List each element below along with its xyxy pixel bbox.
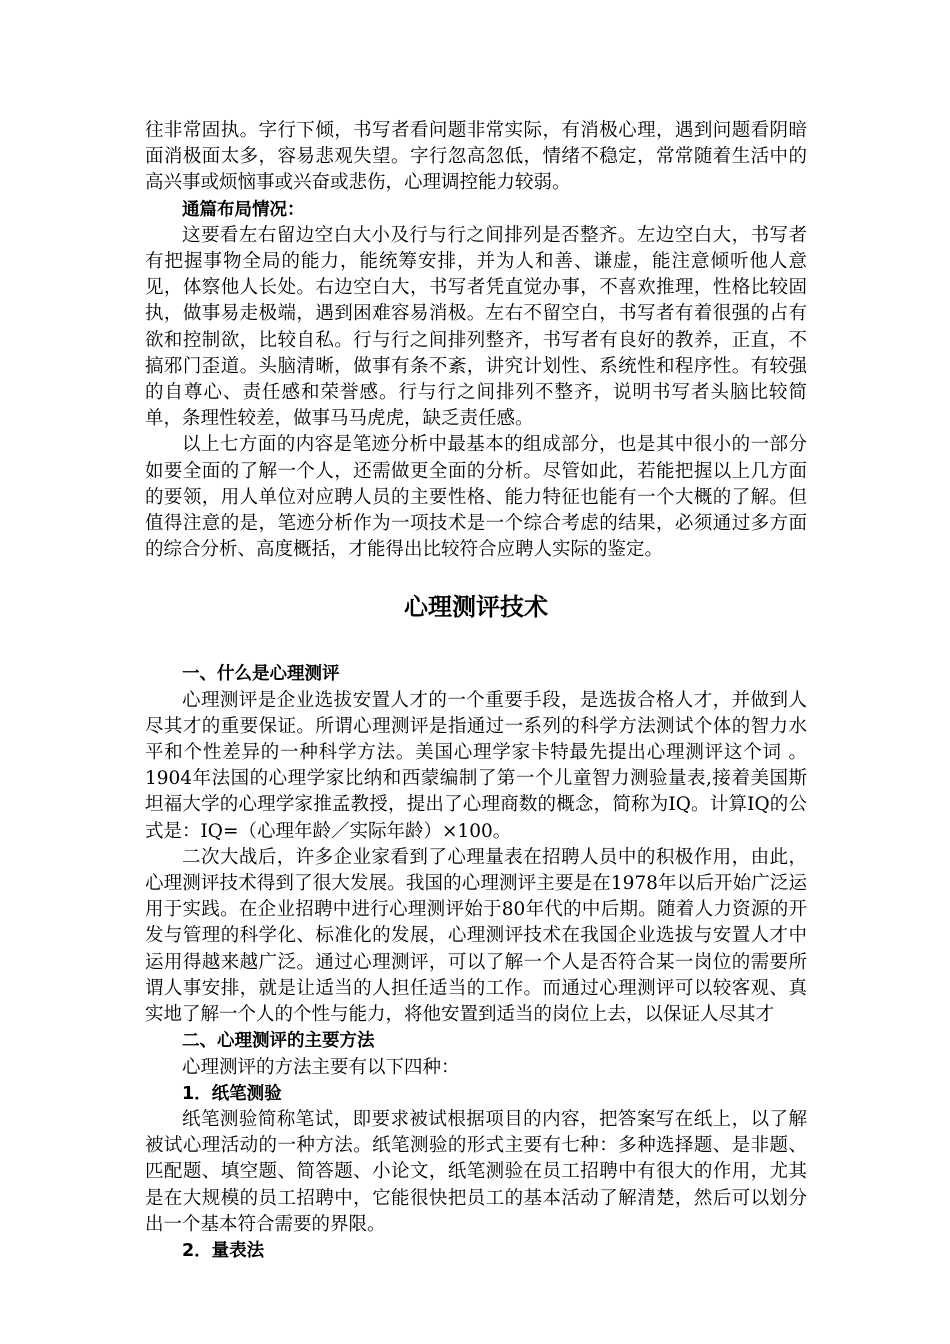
- definition-paragraph: 心理测评是企业选拔安置人才的一个重要手段，是选拔合格人才，并做到人尽其才的重要保证。所谓心理测评是指通过一系列的科学方法测试个体的智力水平和个性差异的一种科学方法。美国心理学家卡特最先提出心理测评这个词 。1904年法国的心理学家比纳和西蒙编制了第一个儿童智力测验量表,接着美国斯坦福大学的心理学家推孟教授，提出了心理商数的概念，简称为IQ。计算IQ的公式是：IQ=（心理年龄／实际年龄）×100。: [145, 689, 807, 842]
- paper-test-paragraph: 纸笔测验简称笔试，即要求被试根据项目的内容，把答案写在纸上，以了解被试心理活动的一种方法。纸笔测验的形式主要有七种：多种选择题、是非题、匹配题、填空题、简答题、小论文，纸笔测验在员工招聘中有很大的作用，尤其是在大规模的员工招聘中，它能很快把员工的基本活动了解清楚，然后可以划分出一个基本符合需要的界限。: [145, 1108, 807, 1235]
- history-paragraph: 二次大战后，许多企业家看到了心理量表在招聘人员中的积极作用，由此，心理测评技术得到了很大发展。我国的心理测评主要是在1978年以后开始广泛运用于实践。在企业招聘中进行心理测评始于80年代的中后期。随着人力资源的开发与管理的科学化、标准化的发展，心理测评技术在我国企业选拔与安置人才中运用得越来越广泛。通过心理测评，可以了解一个人是否符合某一岗位的需要所谓人事安排，就是让适当的人担任适当的工作。而通过心理测评可以较客观、真实地了解一个人的个性与能力，将他安置到适当的岗位上去，以保证人尽其才: [145, 846, 807, 1026]
- heading-what-is: 一、什么是心理测评: [182, 664, 340, 685]
- layout-heading: 通篇布局情况：: [182, 199, 305, 220]
- handwriting-trend-paragraph: 往非常固执。字行下倾，书写者看问题非常实际，有消极心理，遇到问题看阴暗面消极面太多，容易悲观失望。字行忽高忽低，情绪不稳定，常常随着生活中的高兴事或烦恼事或兴奋或悲伤，心理调控能力较弱。: [145, 120, 807, 194]
- section-title: 心理测评技术: [404, 593, 548, 622]
- heading-main-methods: 二、心理测评的主要方法: [182, 1031, 375, 1052]
- summary-paragraph: 以上七方面的内容是笔迹分析中最基本的组成部分，也是其中很小的一部分如要全面的了解一个人，还需做更全面的分析。尽管如此，若能把握以上几方面的要领，用人单位对应聘人员的主要性格、能力特征也能有一个大概的了解。但值得注意的是，笔迹分析作为一项技术是一个综合考虑的结果，必须通过多方面的综合分析、高度概括，才能得出比较符合应聘人实际的鉴定。: [145, 434, 807, 561]
- heading-paper-test: 1．纸笔测验: [182, 1083, 282, 1104]
- methods-intro: 心理测评的方法主要有以下四种：: [182, 1056, 460, 1078]
- layout-paragraph: 这要看左右留边空白大小及行与行之间排列是否整齐。左边空白大，书写者有把握事物全局的能力，能统筹安排，并为人和善、谦虚，能注意倾听他人意见，体察他人长处。右边空白大，书写者凭直觉办事，不喜欢推理，性格比较固执，做事易走极端，遇到困难容易消极。左右不留空白，书写者有着很强的占有欲和控制欲，比较自私。行与行之间排列整齐，书写者有良好的教养，正直，不搞邪门歪道。头脑清晰，做事有条不紊，讲究计划性、系统性和程序性。有较强的自尊心、责任感和荣誉感。行与行之间排列不整齐，说明书写者头脑比较简单，条理性较差，做事马马虎虎，缺乏责任感。: [145, 224, 807, 430]
- heading-scale-method: 2．量表法: [182, 1240, 265, 1261]
- document-page: [145, 118, 807, 1264]
